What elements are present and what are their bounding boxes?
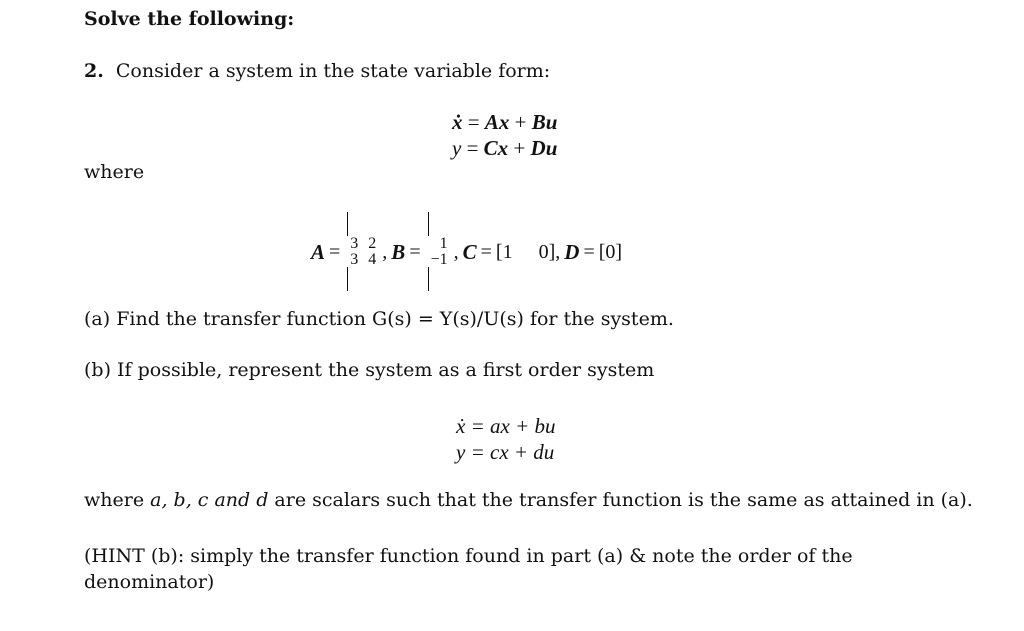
matrix-a-label: A (311, 239, 326, 264)
matrix-b (428, 213, 451, 291)
matrix-b-cell: 1 (439, 235, 448, 252)
problem-statement (84, 60, 550, 82)
hint-line-2: denominator) (84, 571, 215, 593)
matrix-a-cell: 3 (350, 235, 359, 252)
matrix-a-cell: 4 (368, 251, 377, 268)
part-b: (b) If possible, represent the system as a first order system (84, 359, 655, 381)
scalar-state-equation: ẋ = ax + bu (456, 414, 556, 438)
matrix-b-label: B (391, 239, 406, 264)
matrix-d-label: D (564, 239, 580, 264)
matrix-a (347, 213, 379, 291)
output-equation-1: y = Cx + Du (452, 136, 558, 160)
state-equations (452, 109, 557, 161)
scalar-output-equation: y = cx + du (456, 440, 555, 464)
scalar-equations (456, 413, 555, 465)
part-a: (a) Find the transfer function G(s) = Y(s)/U(s) for the system. (84, 308, 674, 330)
matrix-a-cell: 2 (368, 235, 377, 252)
matrix-a-cell: 3 (350, 251, 359, 268)
scalar-condition: where a, b, c and d are scalars such that the transfer function is the same as attained in (a). (84, 489, 973, 511)
heading: Solve the following: (84, 8, 295, 30)
matrix-definitions: A = 3 2 3 4 , B = 1 −1 , C = [1 0] , D = [0] (311, 213, 622, 291)
hint-line-1: (HINT (b): simply the transfer function found in part (a) & note the order of the (84, 545, 853, 567)
hint (84, 543, 853, 595)
matrix-d: [0] (598, 240, 623, 263)
problem-number: 2. (84, 60, 104, 82)
matrix-c: [1 0] (495, 240, 556, 263)
where-label: where (84, 161, 145, 183)
matrix-c-label: C (462, 239, 477, 264)
state-equation-1: ẋ = Ax + Bu (452, 110, 558, 134)
matrix-b-cell: −1 (430, 251, 448, 268)
problem-intro: Consider a system in the state variable form: (115, 60, 551, 82)
